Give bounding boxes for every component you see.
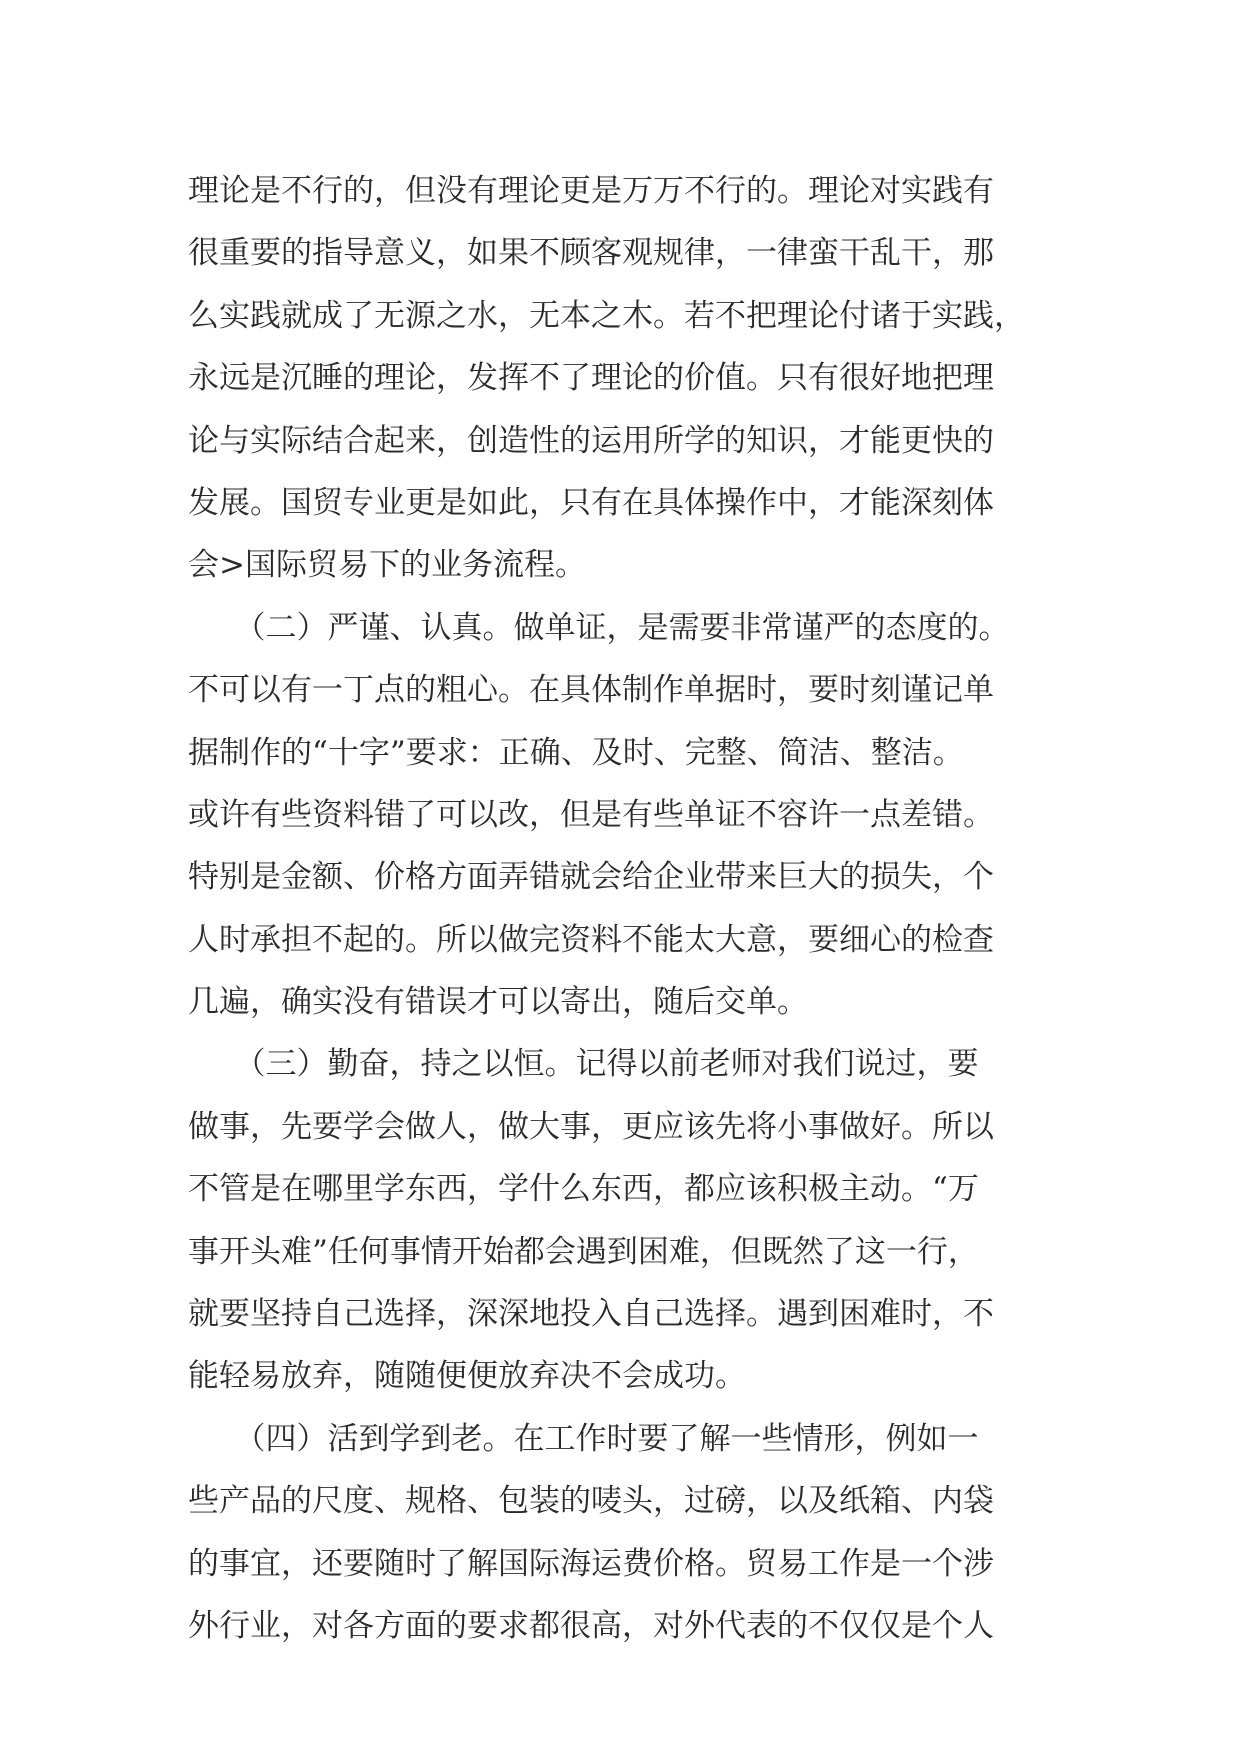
text-line: 会>国际贸易下的业务流程。 [188,547,586,584]
text-line: 几遍，确实没有错误才可以寄出，随后交单。 [188,984,808,1021]
text-line: 很重要的指导意义，如果不顾客观规律，一律蛮干乱干，那 [188,235,994,272]
text-line: 不管是在哪里学东西，学什么东西，都应该积极主动。“万 [188,1171,979,1208]
text-line: 外行业，对各方面的要求都很高，对外代表的不仅仅是个人 [188,1607,994,1644]
text-line: 些产品的尺度、规格、包装的唛头，过磅，以及纸箱、内袋 [188,1483,994,1520]
text-line: 就要坚持自己选择，深深地投入自己选择。遇到困难时，不 [188,1296,994,1333]
text-line: 论与实际结合起来，创造性的运用所学的知识，才能更快的 [188,422,994,459]
text-line: 发展。国贸专业更是如此，只有在具体操作中，才能深刻体 [188,484,994,521]
text-line: 据制作的“十字”要求：正确、及时、完整、简洁、整洁。 [188,734,964,771]
text-line: 人时承担不起的。所以做完资料不能太大意，要细心的检查 [188,921,994,958]
text-line: （二）严谨、认真。做单证，是需要非常谨严的态度的。 [188,609,1010,646]
text-line: 理论是不行的，但没有理论更是万万不行的。理论对实践有 [188,173,994,209]
text-line: 做事，先要学会做人，做大事，更应该先将小事做好。所以 [188,1108,994,1145]
text-line: 么实践就成了无源之水，无本之木。若不把理论付诸于实践， [188,297,1025,334]
text-line: 事开头难”任何事情开始都会遇到困难，但既然了这一行， [188,1233,979,1270]
body-text [188,160,1068,1657]
text-line: 特别是金额、价格方面弄错就会给企业带来巨大的损失，个 [188,859,994,896]
text-line: 不可以有一丁点的粗心。在具体制作单据时，要时刻谨记单 [188,672,994,709]
text-line: 或许有些资料错了可以改，但是有些单证不容许一点差错。 [188,796,994,833]
text-line: 能轻易放弃，随随便便放弃决不会成功。 [188,1358,746,1395]
text-line: （四）活到学到老。在工作时要了解一些情形，例如一 [188,1420,979,1457]
text-line: 的事宜，还要随时了解国际海运费价格。贸易工作是一个涉 [188,1545,994,1582]
text-line: 永远是沉睡的理论，发挥不了理论的价值。只有很好地把理 [188,360,994,397]
text-line: （三）勤奋，持之以恒。记得以前老师对我们说过，要 [188,1046,979,1083]
